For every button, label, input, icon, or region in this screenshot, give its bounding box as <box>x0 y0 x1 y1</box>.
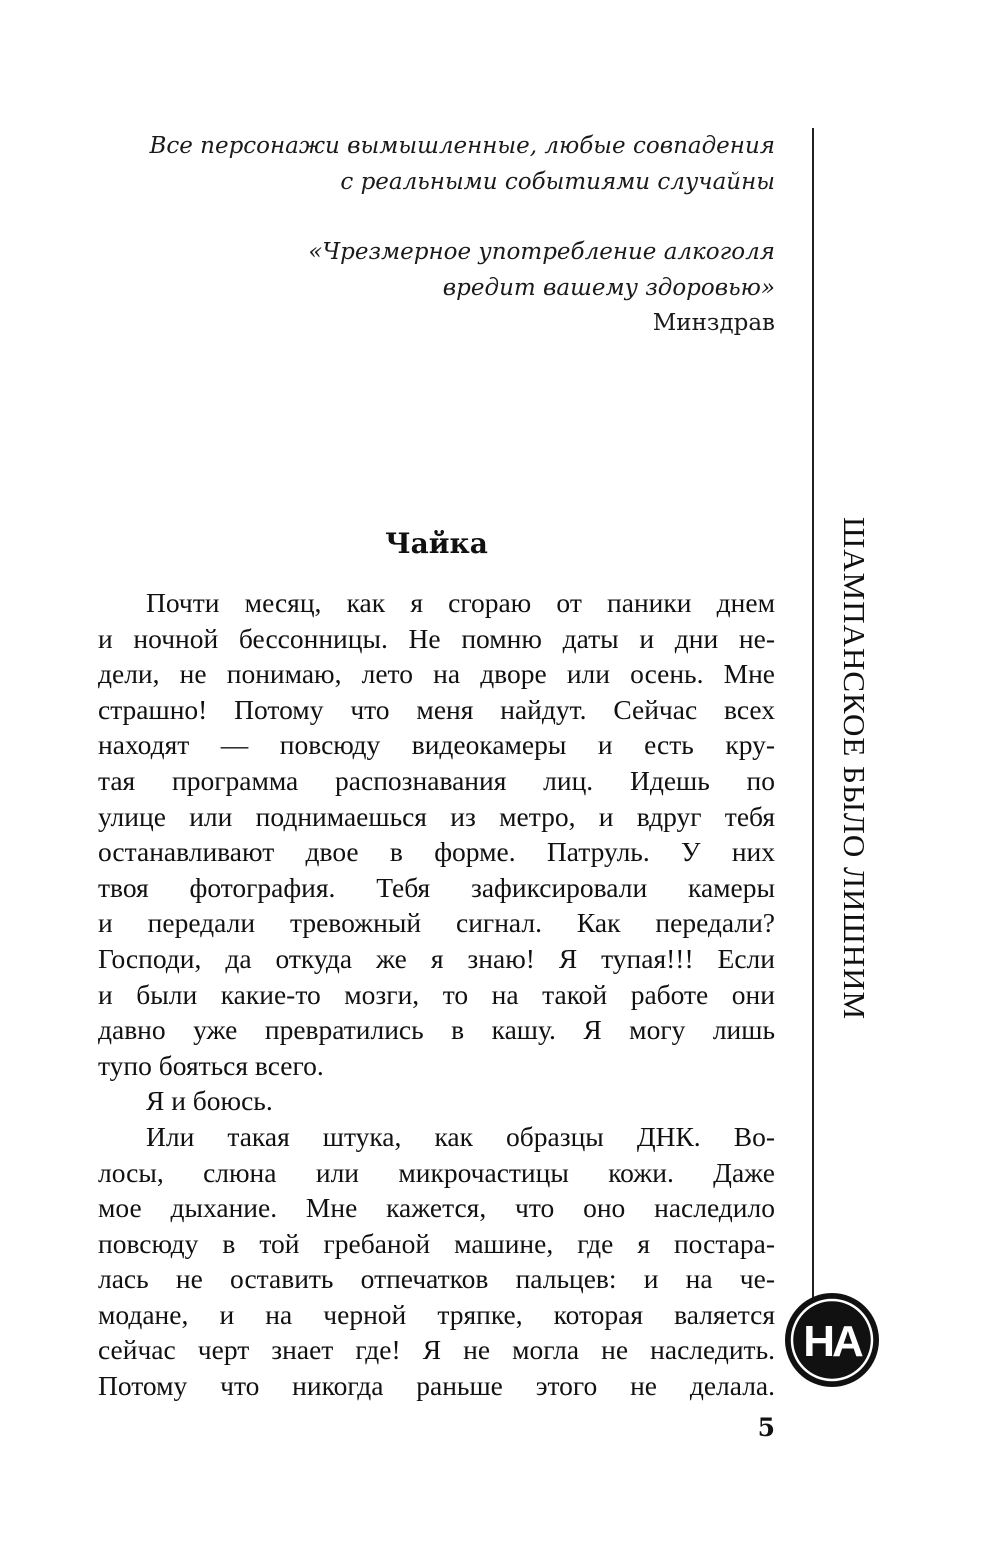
body-line: мое дыхание. Мне кажется, что оно наследило <box>98 1192 775 1224</box>
body-line: лась не оставить отпечатков пальцев: и на че- <box>98 1263 775 1295</box>
disclaimer-line: с реальными событиями случайны <box>340 169 775 195</box>
body-line: страшно! Потому что меня найдут. Сейчас всех <box>98 693 775 725</box>
body-line: Потому что никогда раньше этого не делала. <box>98 1370 775 1402</box>
body-line: твоя фотография. Тебя зафиксировали камеры <box>98 871 775 903</box>
body-line: повсюду в той гребаной машине, где я постара- <box>98 1227 775 1259</box>
body-line: тая программа распознавания лиц. Идешь по <box>98 764 775 796</box>
body-line: Или такая штука, как образцы ДНК. Во- <box>146 1120 775 1152</box>
disclaimer-line: Все персонажи вымышленные, любые совпадения <box>149 133 775 159</box>
series-title <box>834 514 874 1024</box>
body-line: Я и боюсь. <box>146 1085 273 1117</box>
body-line: дели, не понимаю, лето на дворе или осень. Мне <box>98 658 775 690</box>
chapter-title: Чайка <box>385 527 488 560</box>
body-line: тупо бояться всего. <box>98 1049 324 1081</box>
margin-rule <box>812 128 814 1303</box>
publisher-logo-text: НА <box>803 1317 861 1366</box>
body-line: Почти месяц, как я сгораю от паники днем <box>146 587 775 618</box>
body-line: давно уже превратились в кашу. Я могу лишь <box>98 1014 775 1046</box>
body-line: лосы, слюна или микрочастицы кожи. Даже <box>98 1156 775 1188</box>
body-line: и передали тревожный сигнал. Как передали? <box>98 907 775 939</box>
chapter-body <box>98 585 775 1404</box>
quote-epigraph <box>75 234 775 306</box>
quote-attribution: Минздрав <box>652 310 775 336</box>
body-line: находят — повсюду видеокамеры и есть кру- <box>98 729 775 761</box>
publisher-logo-icon <box>782 1290 882 1390</box>
body-line: улице или поднимаешься из метро, и вдруг тебя <box>98 800 775 832</box>
quote-line: вредит вашему здоровью» <box>442 275 775 301</box>
quote-line: «Чрезмерное употребление алкоголя <box>308 239 775 265</box>
body-line: и ночной бессонницы. Не помню даты и дни не- <box>98 622 775 654</box>
body-line: и были какие-то мозги, то на такой работе они <box>98 978 775 1010</box>
page-number: 5 <box>757 1413 775 1442</box>
body-line: сейчас черт знает где! Я не могла не наследить. <box>98 1334 775 1366</box>
body-line: останавливают двое в форме. Патруль. У них <box>98 836 775 868</box>
disclaimer-epigraph <box>75 128 775 200</box>
series-title-text: ШАМПАНСКОЕ БЫЛО ЛИШНИМ <box>837 517 872 1021</box>
body-line: модане, и на черной тряпке, которая валяется <box>98 1298 775 1330</box>
body-line: Господи, да откуда же я знаю! Я тупая!!! Если <box>98 942 775 974</box>
